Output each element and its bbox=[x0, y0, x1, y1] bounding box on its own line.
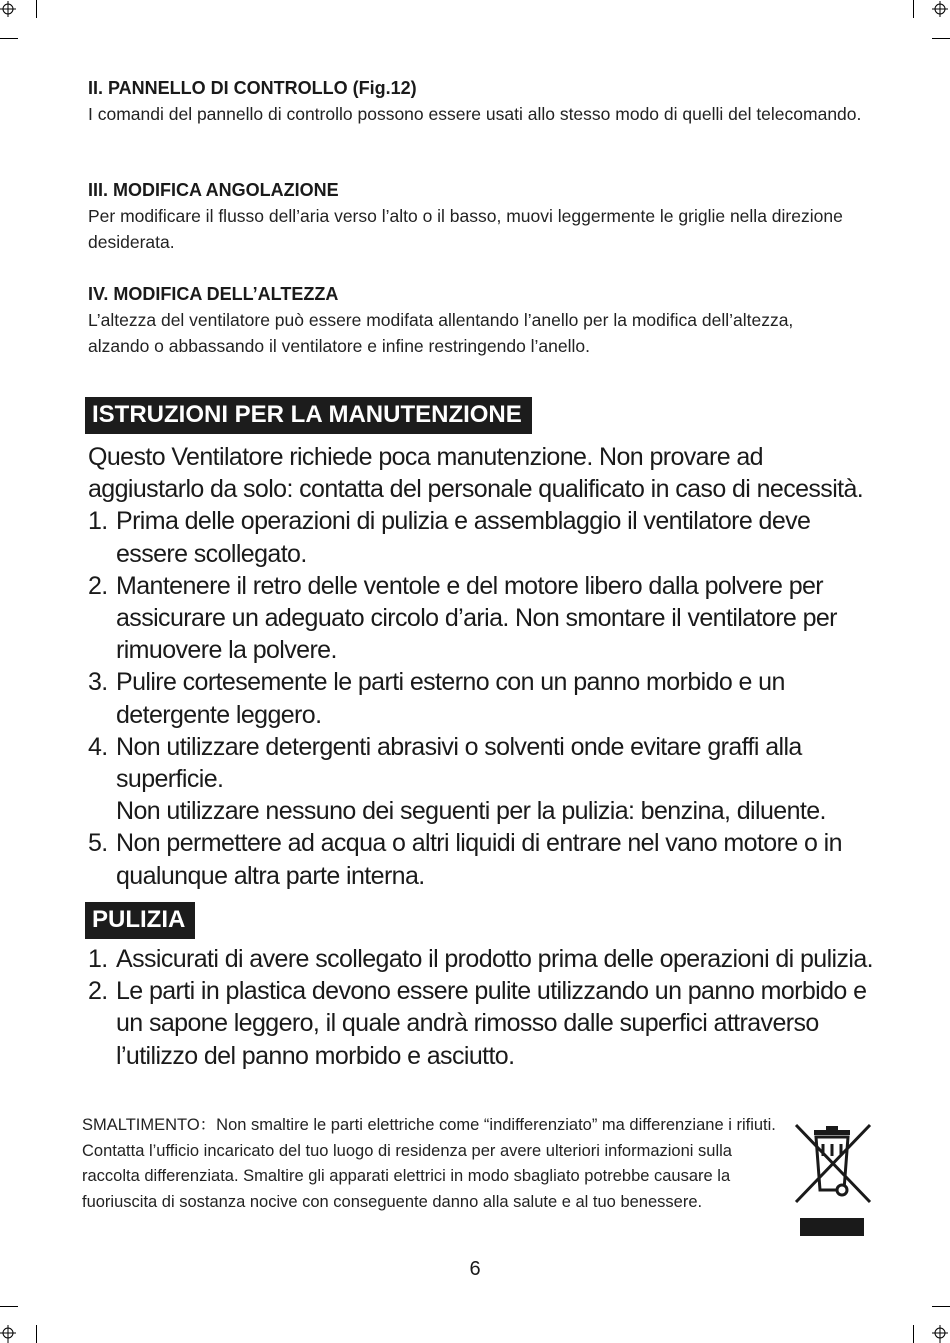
crop-line bbox=[913, 1325, 914, 1343]
list-item-number: 2. bbox=[88, 571, 108, 600]
section-body: L’altezza del ventilatore può essere modifata allentando l’anello per la modifica dell’altezza, alzando o abbassando il ventilatore e infine restringendo l’anello. bbox=[88, 310, 794, 356]
list-item-number: 1. bbox=[88, 507, 108, 536]
crop-mark-top-right bbox=[928, 0, 948, 20]
smaltimento-text bbox=[82, 1113, 782, 1215]
section-altezza bbox=[88, 281, 848, 359]
list-item-text: Mantenere il retro delle ventole e del motore libero dalla polvere per assicurare un adeguato circolo d’aria. Non smontare il ventilatore per rimuovere la polvere. bbox=[116, 571, 837, 665]
list-item bbox=[88, 666, 878, 730]
smaltimento-paragraph: SMALTIMENTO：Non smaltire le parti elettriche come “indifferenziato” ma differenziane i rifiuti. Contatta l’ufficio incaricato del tuo luogo di residenza per avere ulteriori informazioni sulla raccolta differenziata. Smaltire gli apparati elettrici in modo sbagliato potrebbe causare la fuoriuscita di sostanza nocive con conseguente danno alla salute e al tuo benessere. bbox=[82, 1116, 776, 1211]
section-body: Per modificare il flusso dell’aria verso l’alto o il basso, muovi leggermente le griglie nella direzione desiderata. bbox=[88, 206, 843, 252]
crop-line bbox=[36, 0, 37, 18]
list-item-number: 1. bbox=[88, 945, 108, 973]
list-item-extra: Non utilizzare nessuno dei seguenti per la pulizia: benzina, diluente. bbox=[116, 797, 826, 826]
section-angolazione bbox=[88, 177, 868, 255]
section-pannello bbox=[88, 75, 868, 127]
crop-mark-top-left bbox=[0, 0, 20, 20]
list-item bbox=[88, 731, 878, 828]
crop-line bbox=[0, 38, 18, 39]
list-item bbox=[88, 570, 878, 667]
pulizia-list bbox=[88, 943, 878, 1072]
list-item-number: 4. bbox=[88, 732, 108, 761]
pulizia-banner: PULIZIA bbox=[85, 902, 195, 939]
crop-line bbox=[0, 1306, 18, 1307]
list-item-number: 5. bbox=[88, 829, 108, 858]
list-item-text: Assicurati di avere scollegato il prodotto prima delle operazioni di pulizia. bbox=[116, 945, 873, 973]
section-heading: II. PANNELLO DI CONTROLLO (Fig.12) bbox=[88, 78, 417, 98]
manutenzione-list bbox=[88, 505, 878, 891]
section-heading: IV. MODIFICA DELL’ALTEZZA bbox=[88, 284, 339, 304]
manutenzione-content bbox=[88, 441, 878, 892]
manutenzione-banner: ISTRUZIONI PER LA MANUTENZIONE bbox=[85, 397, 532, 434]
list-item bbox=[88, 827, 878, 891]
list-item-text: Prima delle operazioni di pulizia e assemblaggio il ventilatore deve essere scollegato. bbox=[116, 507, 811, 568]
section-heading: III. MODIFICA ANGOLAZIONE bbox=[88, 180, 339, 200]
crop-line bbox=[913, 0, 914, 18]
list-item-number: 3. bbox=[88, 668, 108, 697]
list-item-text: Non permettere ad acqua o altri liquidi di entrare nel vano motore o in qualunque altra parte interna. bbox=[116, 829, 842, 890]
crop-line bbox=[932, 38, 950, 39]
list-item-number: 2. bbox=[88, 977, 108, 1006]
list-item-text: Le parti in plastica devono essere pulite utilizzando un panno morbido e un sapone leggero, il quale andrà rimosso dalle superfici attraverso l’utilizzo del panno morbido e asciutto. bbox=[116, 977, 867, 1070]
crossed-out-wheelie-bin-icon bbox=[790, 1120, 874, 1240]
list-item bbox=[88, 943, 878, 975]
crop-line bbox=[932, 1306, 950, 1307]
page-number: 6 bbox=[469, 1258, 481, 1280]
crop-mark-bottom-right bbox=[928, 1323, 948, 1343]
list-item bbox=[88, 975, 878, 1072]
list-item-text: Non utilizzare detergenti abrasivi o solventi onde evitare graffi alla superficie. bbox=[116, 732, 802, 794]
list-item bbox=[88, 505, 878, 569]
section-body: I comandi del pannello di controllo possono essere usati allo stesso modo di quelli del telecomando. bbox=[88, 104, 862, 124]
crop-line bbox=[36, 1325, 37, 1343]
manutenzione-intro: Questo Ventilatore richiede poca manutenzione. Non provare ad aggiustarlo da solo: contatta del personale qualificato in caso di necessità. bbox=[88, 443, 864, 504]
pulizia-content bbox=[88, 943, 878, 1072]
list-item-text: Pulire cortesemente le parti esterno con un panno morbido e un detergente leggero. bbox=[116, 668, 785, 729]
crop-mark-bottom-left bbox=[0, 1323, 20, 1343]
